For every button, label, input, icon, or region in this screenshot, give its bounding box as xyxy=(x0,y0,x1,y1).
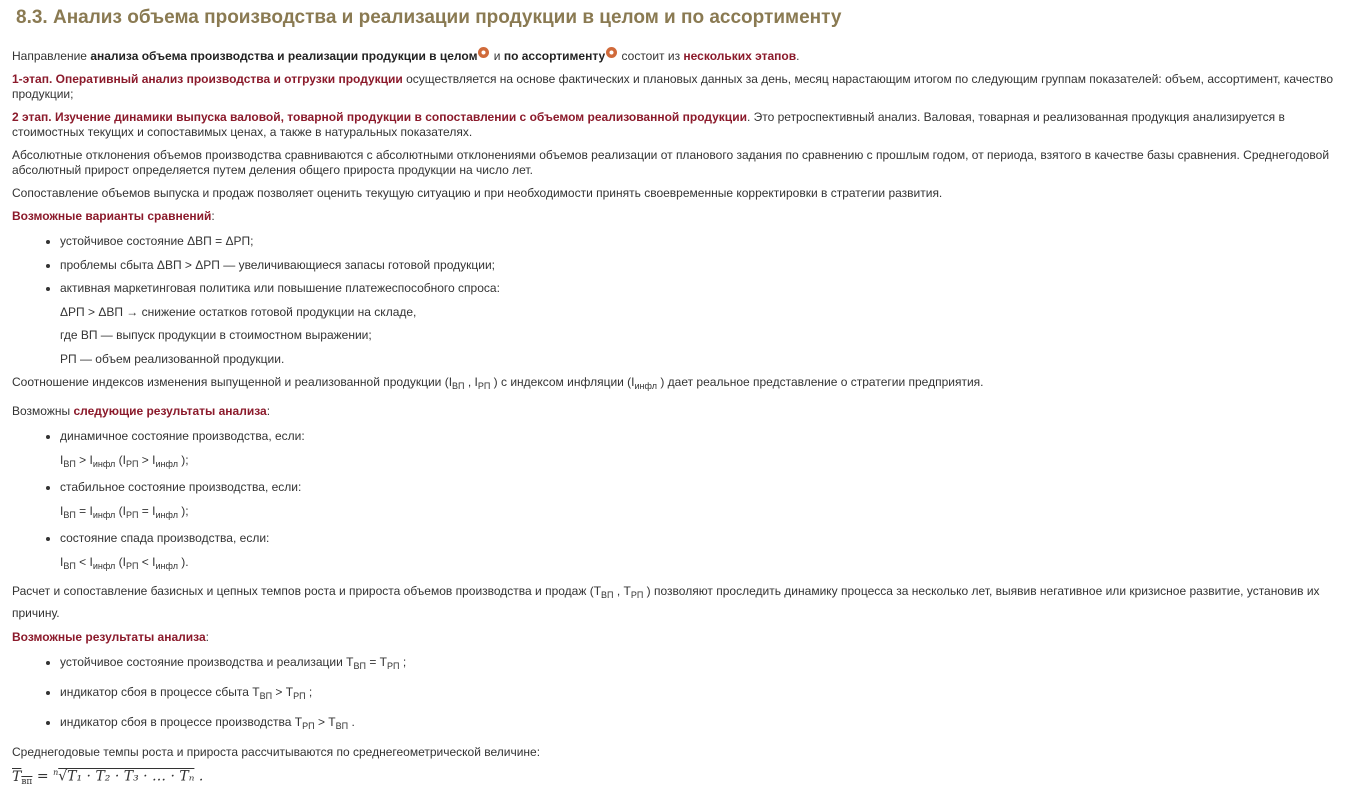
stage-1-text: осуществляется на основе фактических и плановых данных за день, месяц нарастающим итогом по следующим группам показателей: объем, ассортимент, качество продукции; xyxy=(12,72,1334,101)
index-ratio-paragraph xyxy=(12,375,1352,394)
formula-part: I xyxy=(60,554,64,569)
formula-part: (I xyxy=(115,554,126,569)
condition-formula xyxy=(60,453,1352,472)
item-text: индикатор сбоя в процессе производства T xyxy=(60,715,303,729)
formula-part: I xyxy=(60,503,64,518)
intro-text-3: состоит из xyxy=(618,49,684,63)
subscript: РП xyxy=(125,509,139,520)
condition-formula xyxy=(60,555,1352,574)
formula-rhs: √T₁ · T₂ · T₃ · … · Tₙ xyxy=(58,768,195,785)
results2-heading: Возможные результаты анализа xyxy=(12,630,206,644)
stage-2-heading: 2 этап. Изучение динамики выпуска валовой, товарной продукции в сопоставлении с объемом реализованной продукции xyxy=(12,110,747,124)
item-text: > T xyxy=(272,685,294,699)
variant-sub-line: РП — объем реализованной продукции. xyxy=(60,351,285,366)
formula-part: = I xyxy=(75,503,93,518)
list-item xyxy=(60,655,1352,674)
ratio-text: Соотношение индексов изменения выпущенной и реализованной продукции (I xyxy=(12,375,453,389)
variants-list xyxy=(12,234,1352,296)
formula-part: I xyxy=(60,452,64,467)
subscript: вп xyxy=(21,776,33,787)
intro-text-4: . xyxy=(796,49,800,63)
list-item: • стабильное состояние производства, если: xyxy=(60,480,1352,495)
comparison-paragraph: Сопоставление объемов выпуска и продаж позволяет оценить текущую ситуацию и при необходимости принять своевременные корректировки в стратегии развития. xyxy=(12,186,943,200)
variant-sub-line: ΔРП > ΔВП → снижение остатков готовой продукции на складе, xyxy=(60,304,417,319)
item-text: ; xyxy=(305,685,313,699)
formula-part: (I xyxy=(115,452,126,467)
formula-part: > I xyxy=(75,452,93,467)
ratio-text: ) с индексом инфляции (I xyxy=(490,375,635,389)
geometric-mean-formula xyxy=(12,768,1352,787)
results-list xyxy=(12,531,1352,546)
colon: : xyxy=(211,209,215,223)
list-item xyxy=(60,685,1352,704)
subscript: РП xyxy=(293,691,306,701)
glossary-link-icon[interactable] xyxy=(606,47,617,58)
subscript: РП xyxy=(387,661,400,671)
condition-formula xyxy=(60,504,1352,523)
item-text: . xyxy=(348,715,355,729)
results-list xyxy=(12,429,1352,444)
subscript: инфл xyxy=(155,509,178,520)
root-index: n xyxy=(53,768,59,777)
variants-heading: Возможные варианты сравнений xyxy=(12,209,212,223)
formula-part: > I xyxy=(138,452,156,467)
subscript: ВП xyxy=(601,590,614,600)
list-item: • динамичное состояние производства, если: xyxy=(60,429,1352,444)
tempo-paragraph xyxy=(12,582,1352,622)
intro-bold-2: по ассортименту xyxy=(503,49,606,63)
formula-lhs xyxy=(12,769,32,785)
subscript: ВП xyxy=(63,458,76,469)
ratio-text: ) дает реальное представление о стратегии предприятия. xyxy=(656,375,984,389)
results-list xyxy=(12,480,1352,495)
item-text: устойчивое состояние производства и реализации T xyxy=(60,655,354,669)
results-intro xyxy=(12,404,1352,419)
stage-2-paragraph xyxy=(12,110,1352,140)
subscript: РП xyxy=(125,560,139,571)
stage-1-paragraph xyxy=(12,72,1352,102)
subscript: ВП xyxy=(259,691,273,701)
absolute-deviation-paragraph: Абсолютные отклонения объемов производства сравниваются с абсолютными отклонениями объемов реализации от планового задания по сравнению с прошлым годом, от периода, взятого в качестве базы сравнения. Среднегодовой абсолютный прирост определяется путем деления общего прироста продукции на число лет. xyxy=(12,148,1330,177)
variant-sub-line: где ВП — выпуск продукции в стоимостном выражении; xyxy=(60,328,372,342)
variants-heading-line xyxy=(12,209,1352,224)
intro-highlight: нескольких этапов xyxy=(683,49,797,63)
subscript: инфл xyxy=(92,509,116,520)
stage-2-text: . Это ретроспективный анализ. Валовая, товарная и реализованная продукция анализируется в стоимостных текущих и сопоставимых ценах, а также в натуральных показателях. xyxy=(12,110,1285,139)
results-intro-text: Возможны xyxy=(12,404,74,418)
subscript: инфл xyxy=(92,560,116,571)
formula-part: ). xyxy=(177,554,189,569)
list-item xyxy=(60,715,1352,734)
results2-list xyxy=(12,655,1352,734)
tempo-text: Расчет и сопоставление базисных и цепных темпов роста и прироста объемов производства и продаж (T xyxy=(12,584,602,598)
formula-part: ); xyxy=(177,503,189,518)
subscript: ВП xyxy=(63,509,76,520)
formula-part: ); xyxy=(177,452,189,467)
subscript: РП xyxy=(630,590,644,600)
intro-text-2: и xyxy=(490,49,504,63)
list-item: • состояние спада производства, если: xyxy=(60,531,1352,546)
subscript: ВП xyxy=(63,560,76,571)
subscript: инфл xyxy=(155,458,178,469)
page-title: 8.3. Анализ объема производства и реализации продукции в целом и по ассортименту xyxy=(16,7,842,28)
formula-part: < I xyxy=(75,554,93,569)
subscript: РП xyxy=(477,381,491,391)
intro-text: Направление xyxy=(12,49,91,63)
average-paragraph: Среднегодовые темпы роста и прироста рассчитываются по среднегеометрической величине: xyxy=(12,745,541,759)
subscript: ВП xyxy=(335,721,349,731)
subscript: инфл xyxy=(155,560,178,571)
results-intro-colon: : xyxy=(266,404,271,418)
list-item: • проблемы сбыта ΔВП > ΔРП — увеличивающиеся запасы готовой продукции; xyxy=(60,258,1352,273)
subscript: инфл xyxy=(92,458,116,469)
intro-bold-1: анализа объема производства и реализации продукции в целом xyxy=(90,49,478,63)
formula-part: < I xyxy=(138,554,156,569)
subscript: РП xyxy=(125,458,139,469)
ratio-text: , I xyxy=(464,375,478,389)
formula-equals: = xyxy=(32,768,54,785)
item-text: > T xyxy=(314,715,336,729)
list-item: • активная маркетинговая политика или повышение платежеспособного спроса: xyxy=(60,281,1352,296)
list-item: • устойчивое состояние ΔВП = ΔРП; xyxy=(60,234,1352,249)
tempo-text: , T xyxy=(613,584,631,598)
item-text: = T xyxy=(365,655,387,669)
formula-end: . xyxy=(194,768,204,785)
formula-lhs-symbol: T xyxy=(12,768,22,785)
subscript: РП xyxy=(302,721,315,731)
item-text: индикатор сбоя в процессе сбыта T xyxy=(60,685,260,699)
glossary-link-icon[interactable] xyxy=(478,47,489,58)
subscript: инфл xyxy=(634,381,657,391)
intro-paragraph xyxy=(12,47,1352,64)
subscript: ВП xyxy=(353,661,366,671)
results-intro-highlight: следующие результаты анализа xyxy=(73,404,267,418)
subscript: ВП xyxy=(452,381,465,391)
item-text: ; xyxy=(399,655,407,669)
formula-part: = I xyxy=(138,503,156,518)
stage-1-heading: 1-этап. Оперативный анализ производства и отгрузки продукции xyxy=(12,72,403,86)
results2-heading-line xyxy=(12,630,1352,645)
formula-part: (I xyxy=(115,503,126,518)
tempo-text: ) позволяют проследить динамику процесса за несколько лет, выявив негативное или кризисное развитие, установив их причину. xyxy=(12,584,1320,620)
colon: : xyxy=(205,630,209,644)
